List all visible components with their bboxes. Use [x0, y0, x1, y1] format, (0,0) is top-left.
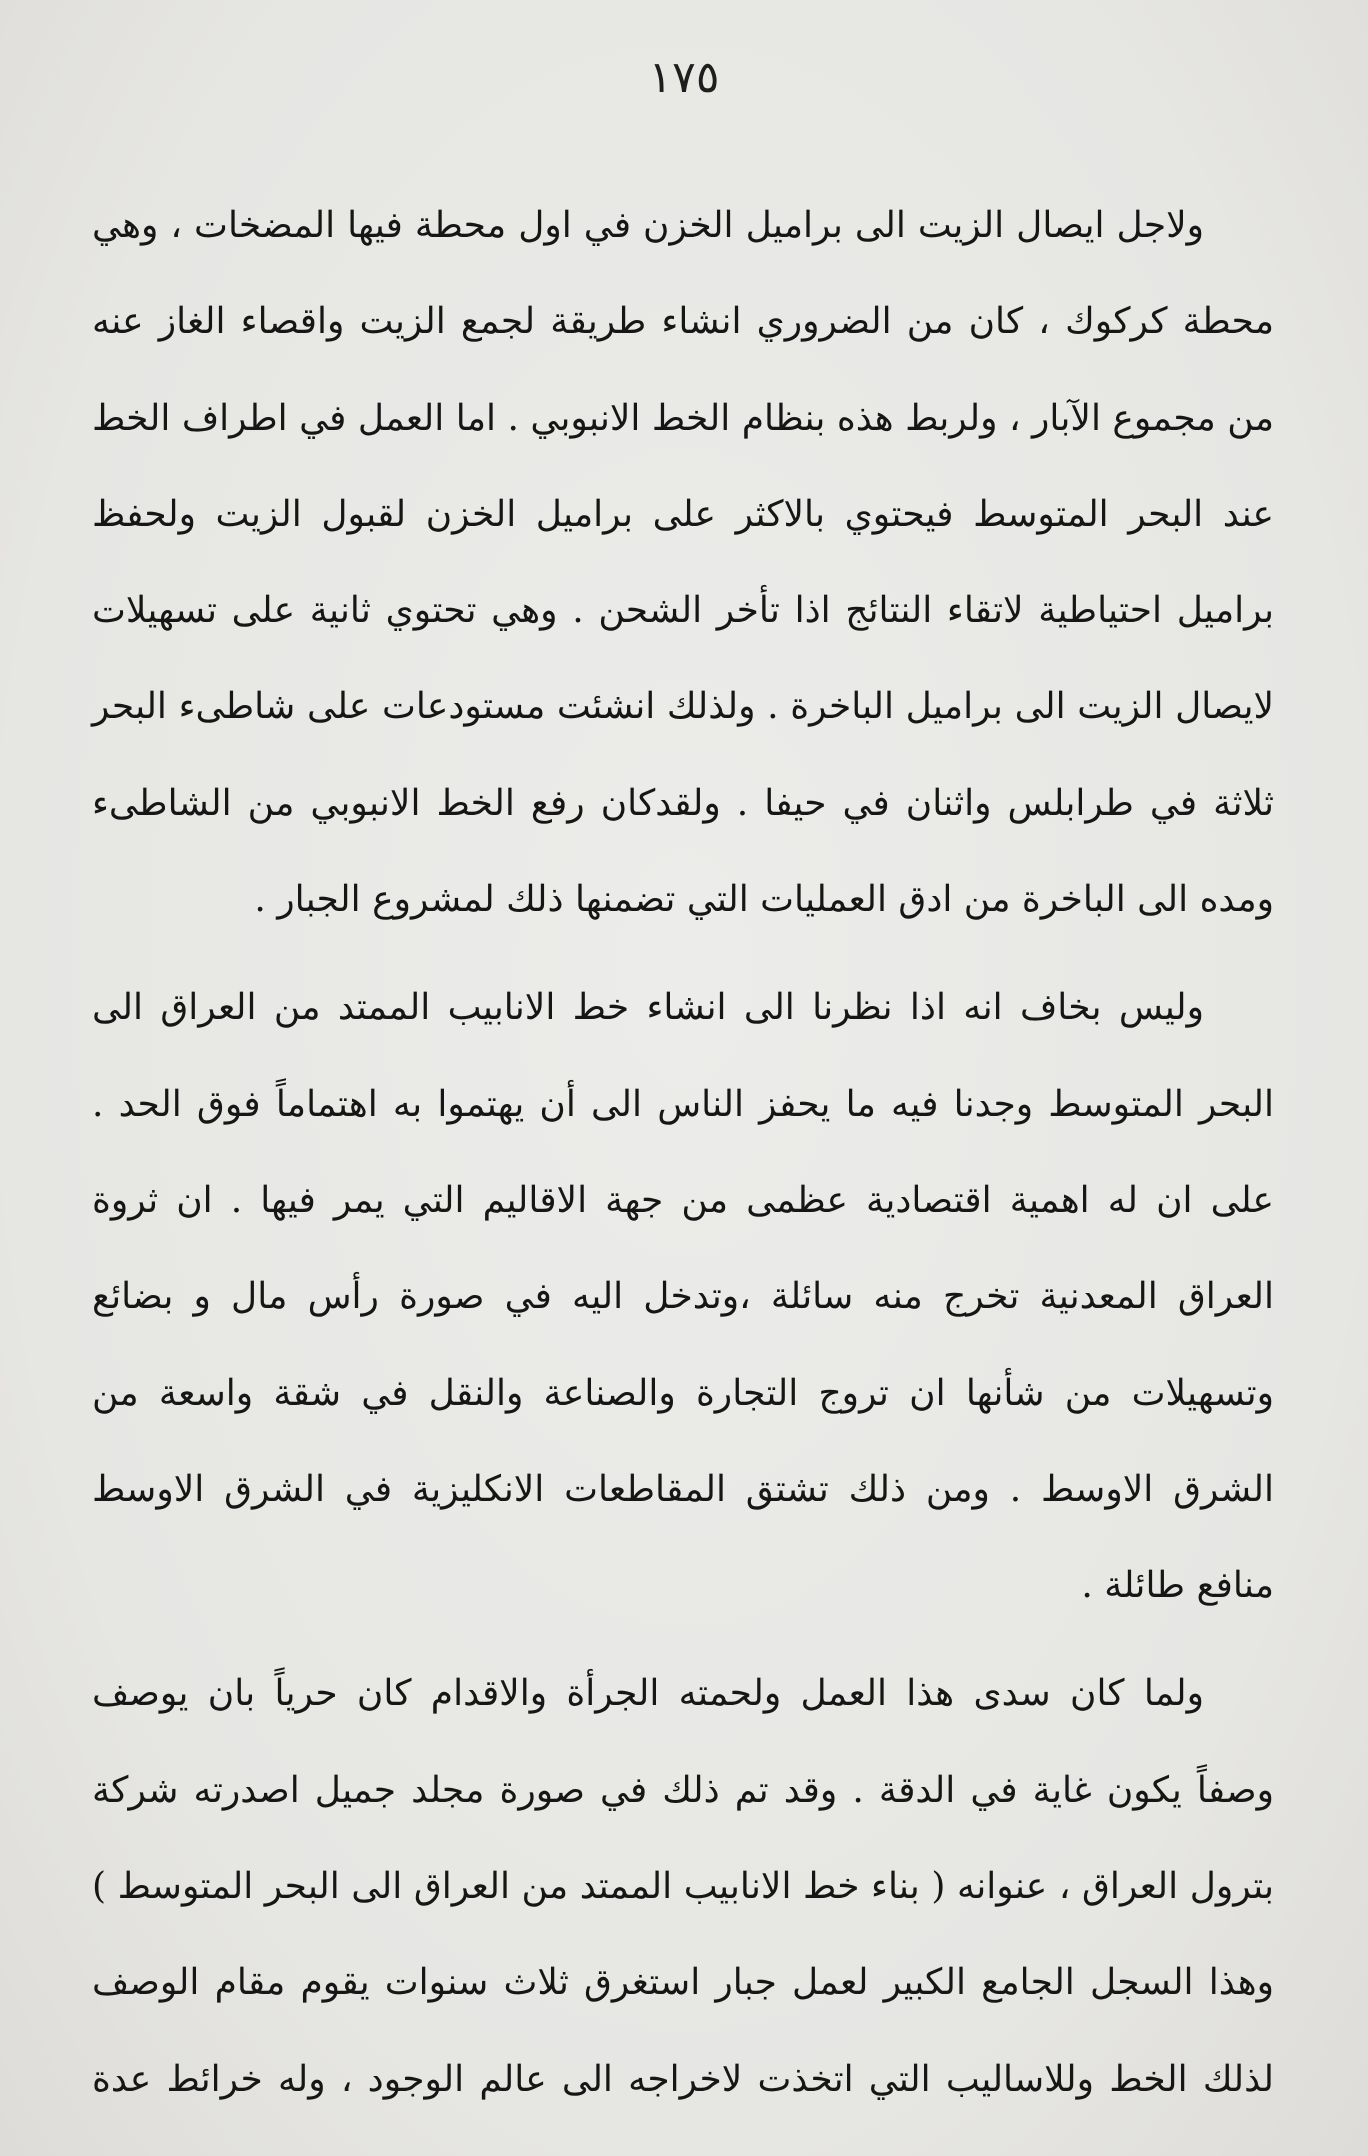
page-number: ١٧٥	[648, 52, 720, 103]
paragraph-3: ولما كان سدى هذا العمل ولحمته الجرأة والاقدام كان حرياً بان يوصف وصفاً يكون غاية في الدقة . وقد تم ذلك في صورة مجلد جميل اصدرته شركة بترول العراق ، عنوانه ( بناء خط الانابيب الممتد من العراق الى البحر المتوسط ) وهذا السجل الجامع الكبير لعمل جبار استغرق ثلاث سنوات يقوم مقام الوصف لذلك الخط وللاساليب التي اتخذت لاخراجه الى عالم الوجود ، وله خرائط عدة	[92, 1673, 1274, 2100]
paragraph-1: ولاجل ايصال الزيت الى براميل الخزن في اول محطة فيها المضخات ، وهي محطة كركوك ، كان من الضروري انشاء طريقة لجمع الزيت واقصاء الغاز عنه من مجموع الآبار ، ولربط هذه بنظام الخط الانبوبي . اما العمل في اطراف الخط عند البحر المتوسط فيحتوي بالاكثر على براميل الخزن لقبول الزيت ولحفظ براميل احتياطية لاتقاء النتائج اذا تأخر الشحن . وهي تحتوي ثانية على تسهيلات لايصال الزيت الى براميل الباخرة . ولذلك انشئت مستودعات على شاطىء البحر ثلاثة في طرابلس واثنان في حيفا . ولقدكان رفع الخط الانبوبي من الشاطىء ومده الى الباخرة من ادق العمليات التي تضمنها ذلك لمشروع الجبار .	[92, 205, 1274, 921]
body-text	[92, 178, 1274, 2128]
paragraph-2: وليس بخاف انه اذا نظرنا الى انشاء خط الانابيب الممتد من العراق الى البحر المتوسط وجدنا فيه ما يحفز الناس الى أن يهتموا به اهتماماً فوق الحد . على ان له اهمية اقتصادية عظمى من جهة الاقاليم التي يمر فيها . ان ثروة العراق المعدنية تخرج منه سائلة ،وتدخل اليه في صورة رأس مال و بضائع وتسهيلات من شأنها ان تروج التجارة والصناعة والنقل في شقة واسعة من الشرق الاوسط . ومن ذلك تشتق المقاطعات الانكليزية في الشرق الاوسط منافع طائلة .	[92, 987, 1274, 1607]
